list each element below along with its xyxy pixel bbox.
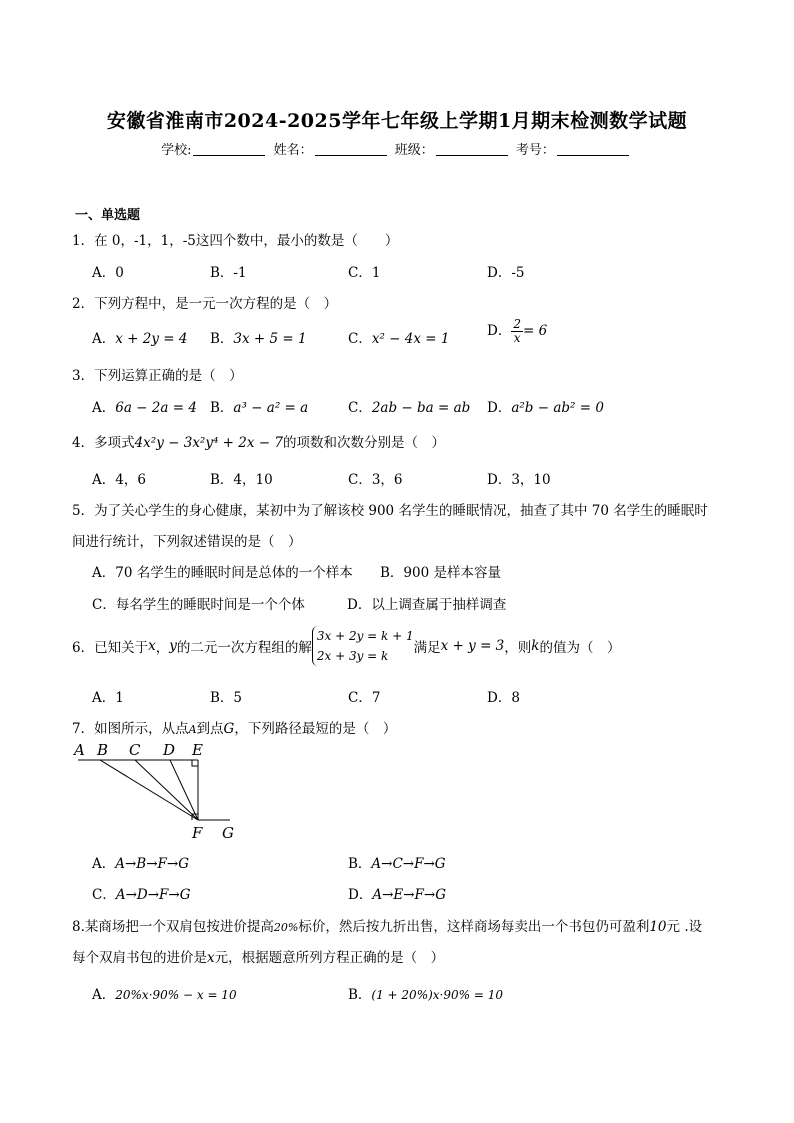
- q7-option-c: [92, 883, 191, 903]
- q7-point-a: A: [188, 723, 197, 736]
- q8-a-label: A．: [92, 987, 116, 1003]
- q8-line2-b: 元，根据题意所列方程正确的是（ ）: [214, 950, 445, 966]
- q7-prefix: 7．如图所示，从点: [72, 721, 189, 737]
- q7-c-math: A→D→F→G: [115, 887, 191, 903]
- school-blank[interactable]: [193, 155, 265, 156]
- class-blank[interactable]: [436, 155, 508, 156]
- q5-option-a: A．70 名学生的睡眠时间是总体的一个样本: [92, 565, 353, 581]
- q1-option-b: B．-1: [210, 265, 247, 281]
- page-title: 安徽省淮南市2024-2025学年七年级上学期1月期末检测数学试题: [106, 110, 688, 132]
- q6-option-b: B．5: [210, 690, 243, 706]
- q2-c-label: C．: [348, 331, 372, 347]
- q7-d-math: A→E→F→G: [372, 887, 447, 903]
- q8-option-a: [92, 983, 237, 1003]
- q2-c-math: x² − 4x = 1: [371, 331, 450, 347]
- right-angle-mark-e: [192, 760, 198, 766]
- q2-option-d: [487, 318, 547, 345]
- q3-c-math: 2ab − ba = ab: [371, 400, 471, 416]
- q1-option-c: C．1: [348, 265, 381, 281]
- q6-option-d: D．8: [487, 690, 520, 706]
- q3-a-label: A．: [92, 400, 116, 416]
- diagram-label-e: E: [192, 741, 203, 759]
- exam-no-label: 考号：: [515, 143, 555, 158]
- diagram-label-b: B: [97, 741, 109, 759]
- question-1-stem: 1．在 0，-1，1，-5这四个数中，最小的数是（ ）: [72, 233, 399, 249]
- question-8-stem-line-2: [72, 946, 444, 966]
- q2-d-denominator: x: [513, 331, 521, 345]
- q7-mid: 到点: [196, 721, 224, 737]
- q2-a-label: A．: [92, 331, 116, 347]
- diagram-label-a: A: [74, 741, 85, 759]
- q2-option-c: [348, 327, 449, 347]
- q3-option-b: [210, 396, 308, 416]
- diagram-label-f: F: [192, 824, 203, 842]
- q6-prefix: 6．已知关于: [72, 640, 149, 656]
- q6-var-y: y: [169, 638, 177, 654]
- q6-equation-system: [312, 626, 414, 666]
- q3-a-math: 6a − 2a = 4: [115, 400, 197, 416]
- q3-option-d: [487, 396, 604, 416]
- name-blank[interactable]: [315, 155, 387, 156]
- q2-d-fraction: [511, 318, 523, 345]
- diagram-label-d: D: [163, 741, 176, 759]
- question-5-stem-line-1: 5．为了关心学生的身心健康，某初中为了解该校 900 名学生的睡眠情况，抽查了其中 70 名学生的睡眠时: [72, 503, 708, 519]
- q3-option-c: [348, 396, 470, 416]
- q3-d-label: D．: [487, 400, 512, 416]
- q4-polynomial: 4x²y − 3x²y⁴ + 2x − 7: [134, 435, 283, 451]
- q4-option-b: B．4，10: [210, 472, 273, 488]
- q8-percent: 20%: [273, 921, 299, 934]
- question-4-stem: [72, 431, 445, 451]
- q8-line1-b: 标价，然后按九折出售，这样商场每卖出一个书包仍可盈利: [298, 919, 650, 935]
- q3-b-label: B．: [210, 400, 234, 416]
- q7-option-b: [348, 852, 446, 872]
- q8-b-math: (1 + 20%)x·90% = 10: [371, 988, 503, 1002]
- q7-c-label: C．: [92, 887, 116, 903]
- q7-b-math: A→C→F→G: [371, 856, 446, 872]
- q8-a-math: 20%x·90% − x = 10: [115, 988, 237, 1002]
- q6-var-k: k: [531, 638, 540, 654]
- q2-d-math: = 6: [522, 323, 548, 339]
- q2-a-math: x + 2y = 4: [115, 331, 188, 347]
- q2-b-math: 3x + 5 = 1: [233, 331, 307, 347]
- student-info-line: [0, 139, 794, 158]
- question-7-stem: [72, 717, 396, 737]
- q7-b-label: B．: [348, 856, 372, 872]
- line-cf: [135, 760, 198, 820]
- diagram-label-g: G: [222, 824, 234, 842]
- q8-b-label: B．: [348, 987, 372, 1003]
- q6-eq2: 2x + 3y = k: [316, 649, 389, 663]
- q2-option-b: [210, 327, 307, 347]
- q4-option-c: C．3，6: [348, 472, 403, 488]
- question-8-stem-line-1: [72, 915, 702, 935]
- q7-option-d: [348, 883, 446, 903]
- q5-option-b: B．900 是样本容量: [380, 565, 501, 581]
- exam-no-blank[interactable]: [557, 155, 629, 156]
- q8-line2-a: 每个双肩书包的进价是: [72, 950, 207, 966]
- q6-condition: x + y = 3: [440, 638, 505, 654]
- q6-eq1: 3x + 2y = k + 1: [316, 629, 414, 643]
- q6-var-x: x: [148, 638, 156, 654]
- q7-suffix: ，下列路径最短的是（ ）: [234, 721, 397, 737]
- section-heading: 一、单选题: [75, 208, 141, 223]
- name-label: 姓名：: [273, 143, 313, 158]
- q4-option-d: D．3，10: [487, 472, 551, 488]
- q6-option-c: C．7: [348, 690, 381, 706]
- q4-prefix: 4．多项式: [72, 435, 135, 451]
- q7-a-label: A．: [92, 856, 116, 872]
- q7-a-math: A→B→F→G: [115, 856, 190, 872]
- q3-option-a: [92, 396, 197, 416]
- q2-d-numerator: 2: [513, 317, 521, 331]
- school-label: 学校:: [161, 143, 192, 158]
- q7-point-g: G: [223, 721, 235, 737]
- q6-mid2: 满足: [413, 640, 441, 656]
- q5-option-c: C．每名学生的睡眠时间是一个个体: [92, 597, 305, 613]
- q6-sep: ，: [155, 640, 170, 656]
- class-label: 班级：: [394, 143, 434, 158]
- q1-option-d: D．-5: [487, 265, 525, 281]
- q3-c-label: C．: [348, 400, 372, 416]
- question-6-stem: [72, 626, 620, 666]
- question-5-stem-line-2: 间进行统计，下列叙述错误的是（ ）: [72, 534, 302, 550]
- q2-b-label: B．: [210, 331, 234, 347]
- q7-option-a: [92, 852, 189, 872]
- q8-profit: 10: [649, 919, 667, 935]
- q6-mid: 的二元一次方程组的解: [176, 640, 312, 656]
- q1-option-a: A．0: [92, 265, 124, 281]
- q2-d-label: D．: [487, 323, 512, 339]
- q3-b-math: a³ − a² = a: [233, 400, 309, 416]
- line-bf: [100, 760, 198, 820]
- q7-d-label: D．: [348, 887, 373, 903]
- q4-suffix: 的项数和次数分别是（ ）: [282, 435, 445, 451]
- q6-option-a: A．1: [92, 690, 124, 706]
- question-2-stem: 2．下列方程中，是一元一次方程的是（ ）: [72, 296, 338, 312]
- q8-var-x: x: [207, 950, 215, 966]
- diagram-label-c: C: [129, 741, 141, 759]
- q8-line1-c: 元 .设: [666, 919, 703, 935]
- q7-geometry-diagram: [70, 740, 250, 845]
- q8-line1-a: 8.某商场把一个双肩包按进价提高: [72, 919, 274, 935]
- q8-option-b: [348, 983, 503, 1003]
- q2-option-a: [92, 327, 187, 347]
- question-3-stem: 3．下列运算正确的是（ ）: [72, 368, 243, 384]
- q6-mid3: ，则: [504, 640, 532, 656]
- q3-d-math: a²b − ab² = 0: [511, 400, 604, 416]
- q5-option-d: D．以上调查属于抽样调查: [347, 597, 507, 613]
- q6-suffix: 的值为（ ）: [539, 640, 621, 656]
- q4-option-a: A．4，6: [92, 472, 146, 488]
